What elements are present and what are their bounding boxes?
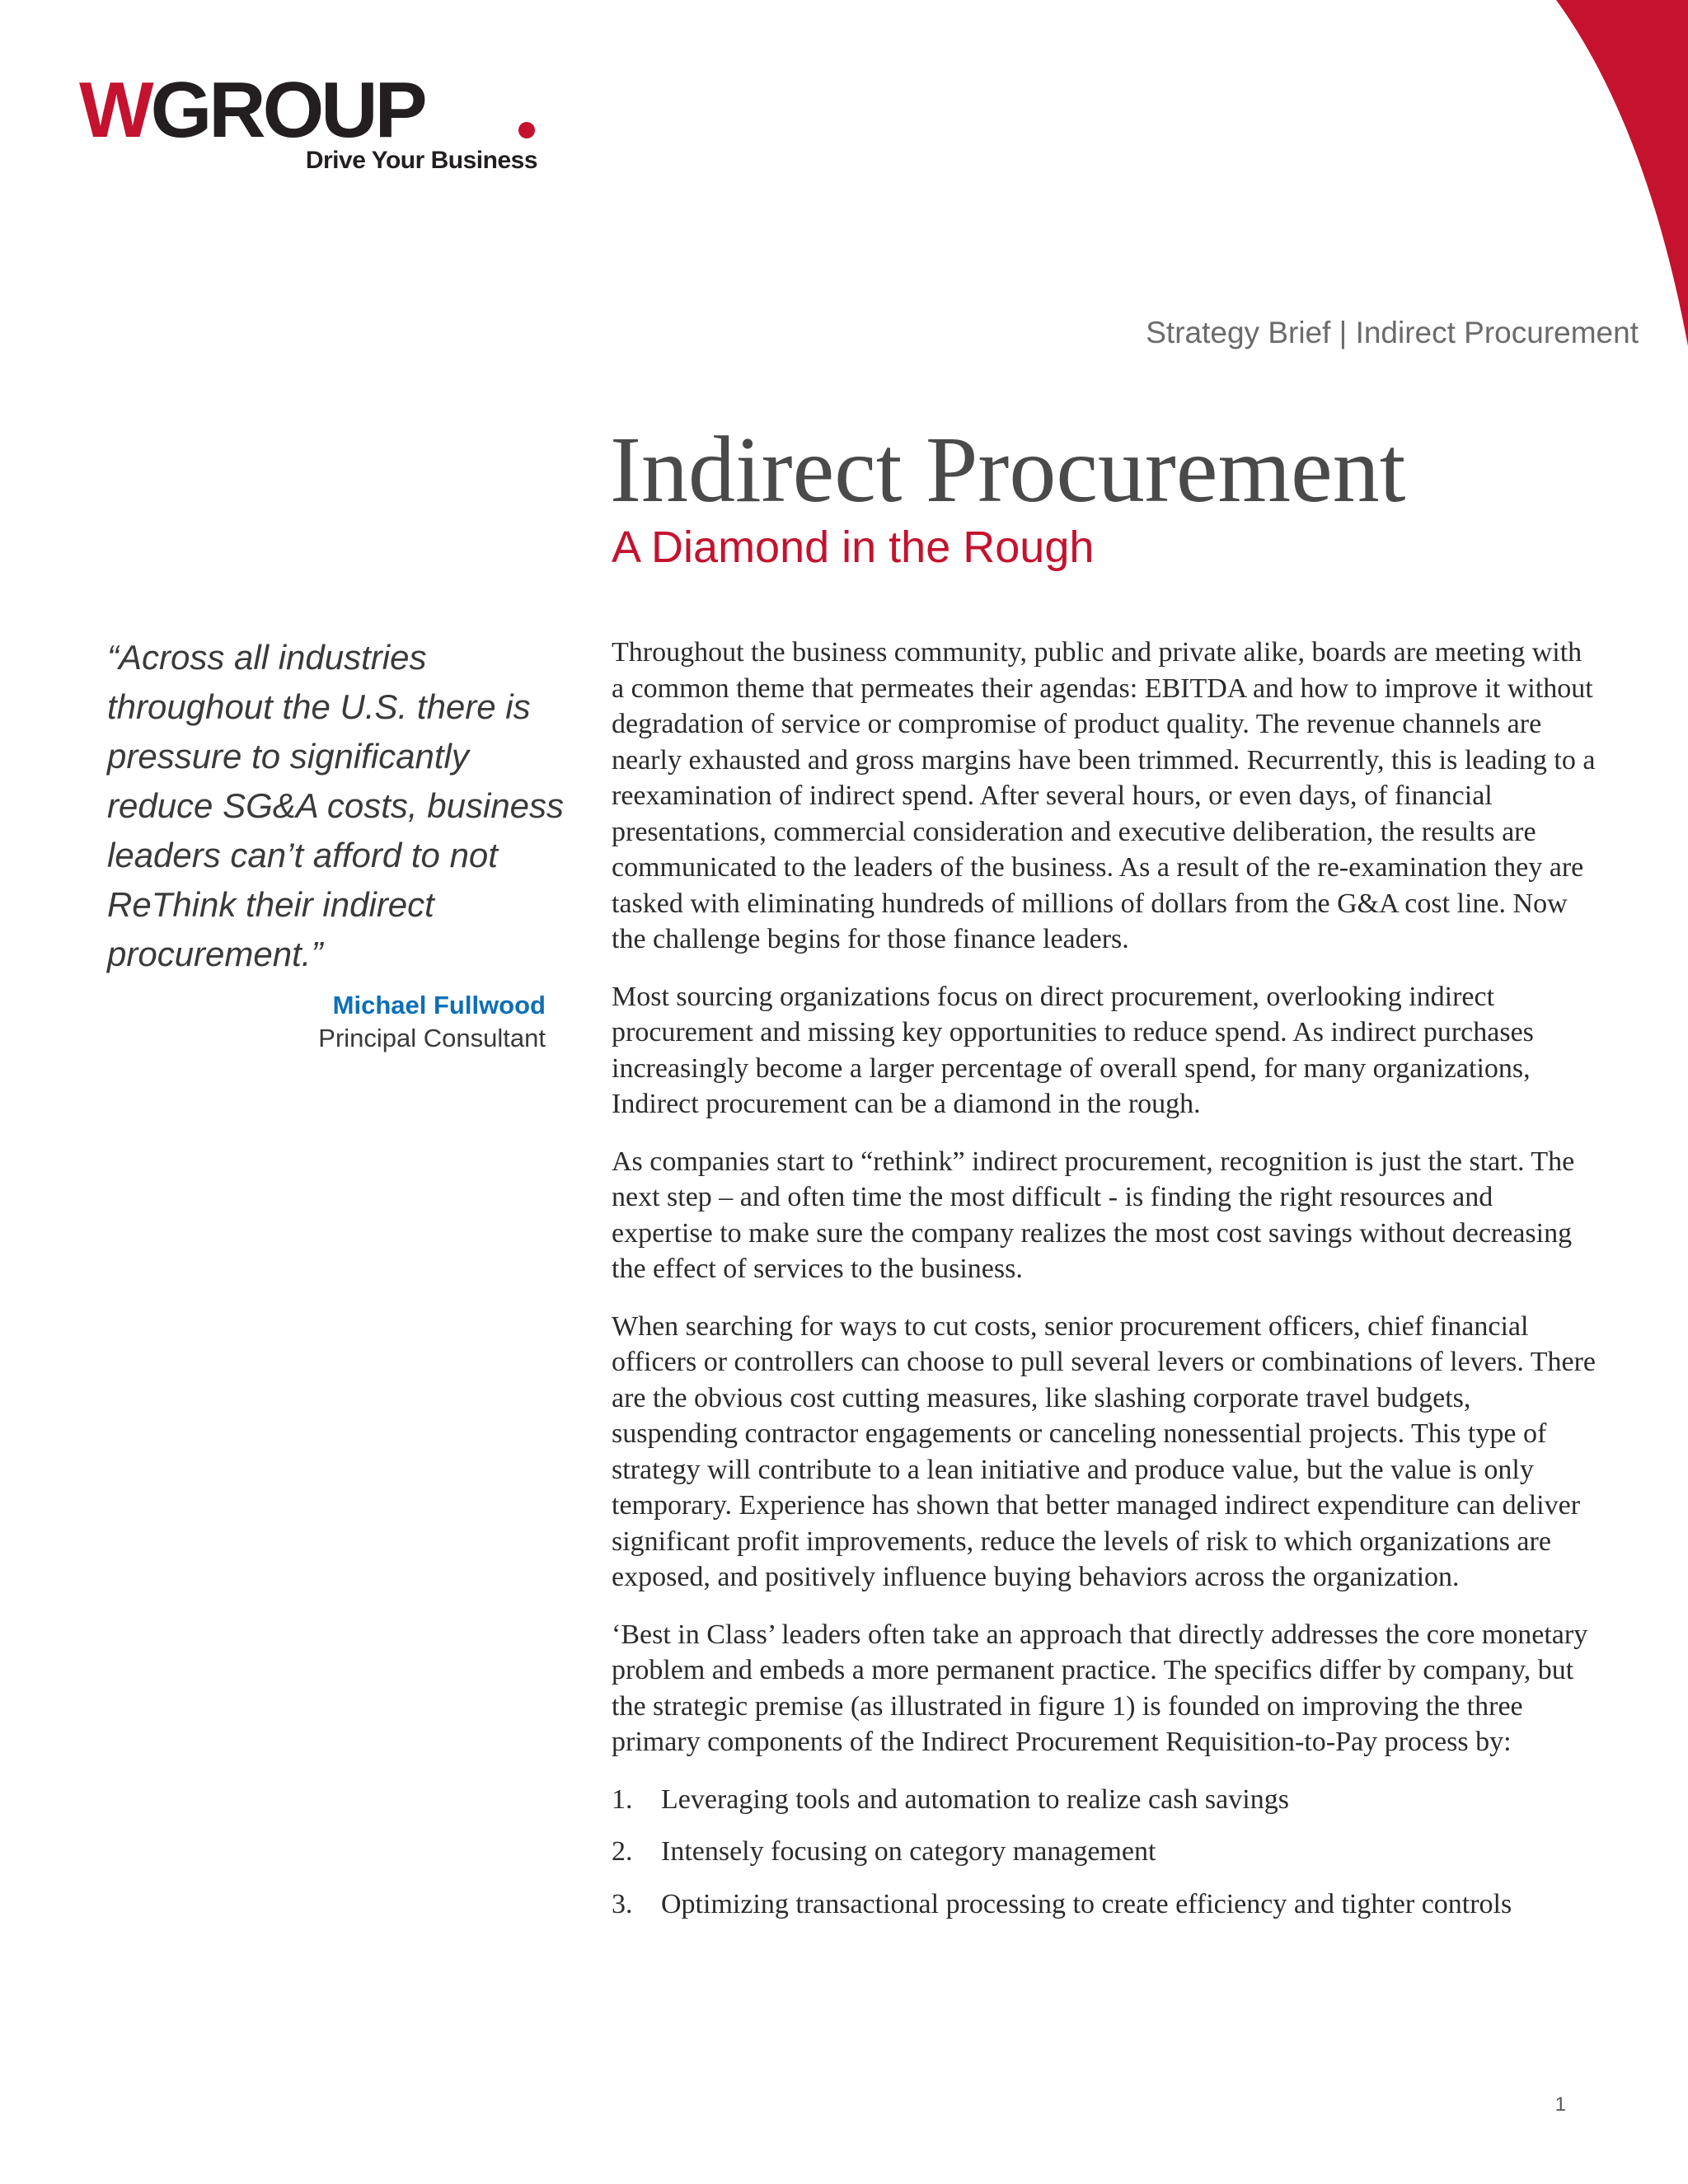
page-number: 1 xyxy=(1554,2093,1566,2116)
list-item xyxy=(612,1782,1601,1818)
quote-author-role: Principal Consultant xyxy=(318,1024,546,1052)
list-item-text: Optimizing transactional processing to create efficiency and tighter controls xyxy=(661,1888,1512,1919)
body-paragraph: Most sourcing organizations focus on direct procurement, overlooking indirect procurement and missing key opportunities to reduce spend. As indirect purchases increasingly become a larger percentage of overall spend, for many organizations, Indirect procurement can be a diamond in the rough. xyxy=(612,981,1534,1119)
article-body xyxy=(612,635,1601,1938)
corner-swoosh-graphic xyxy=(1556,0,1688,346)
pull-quote-text: “Across all industries throughout the U.S. there is pressure to significantly reduce SG&A costs, business leaders can’t afford to not ReThink their indirect procurement.” xyxy=(107,638,565,973)
logo-tagline: Drive Your Business xyxy=(305,147,537,174)
logo-wordmark xyxy=(79,66,424,154)
list-item-number: 2. xyxy=(612,1836,633,1867)
list-item-text: Intensely focusing on category management xyxy=(661,1836,1156,1867)
list-item-text: Leveraging tools and automation to realize cash savings xyxy=(661,1783,1289,1815)
wgroup-logo xyxy=(79,66,541,178)
process-steps-list xyxy=(612,1782,1601,1923)
logo-dot-icon xyxy=(518,122,535,138)
page-title: Indirect Procurement xyxy=(610,417,1406,522)
body-paragraph: Throughout the business community, public and private alike, boards are meeting with a common theme that permeates their agendas: EBITDA and how to improve it without degradation of service or compromise of product quality. The revenue channels are nearly exhausted and gross margins have been trimmed. Recurrently, this is leading to a reexamination of indirect spend. After several hours, or even days, of financial presentations, commercial consideration and executive deliberation, the results are communicated to the leaders of the business. As a result of the re-examination they are tasked with eliminating hundreds of millions of dollars from the G&A cost line. Now the challenge begins for those finance leaders. xyxy=(612,637,1596,954)
list-item xyxy=(612,1834,1601,1870)
body-paragraph: When searching for ways to cut costs, senior procurement officers, chief financial officers or controllers can choose to pull several levers or combinations of levers. There are the obvious cost cutting measures, like slashing corporate travel budgets, suspending contractor engagements or canceling nonessential projects. This type of strategy will contribute to a lean initiative and produce value, but the value is only temporary. Experience has shown that better managed indirect expenditure can deliver significant profit improvements, reduce the levels of risk to which organizations are exposed, and positively influence buying behaviors across the organization. xyxy=(612,1310,1597,1592)
strategy-brief-label: Strategy Brief | Indirect Procurement xyxy=(1146,316,1639,349)
list-item xyxy=(612,1886,1601,1923)
logo-w-letter: W xyxy=(79,66,151,154)
body-paragraph: ‘Best in Class’ leaders often take an approach that directly addresses the core monetary problem and embeds a more permanent practice. The specifics differ by company, but the strategic premise (as illustrated in figure 1) is founded on improving the three primary components of the Indirect Procurement Requisition-to-Pay process by: xyxy=(612,1619,1588,1757)
quote-author: Michael Fullwood xyxy=(332,991,546,1019)
list-item-number: 1. xyxy=(612,1783,633,1815)
logo-group-text: GROUP xyxy=(150,66,424,154)
page-subtitle: A Diamond in the Rough xyxy=(612,523,1095,572)
pull-quote xyxy=(107,633,569,1055)
list-item-number: 3. xyxy=(612,1888,633,1919)
body-paragraph: As companies start to “rethink” indirect procurement, recognition is just the start. The next step – and often time the most difficult - is finding the right resources and expertise to make sure the company realizes the most cost savings without decreasing the effect of services to the business. xyxy=(612,1146,1575,1284)
